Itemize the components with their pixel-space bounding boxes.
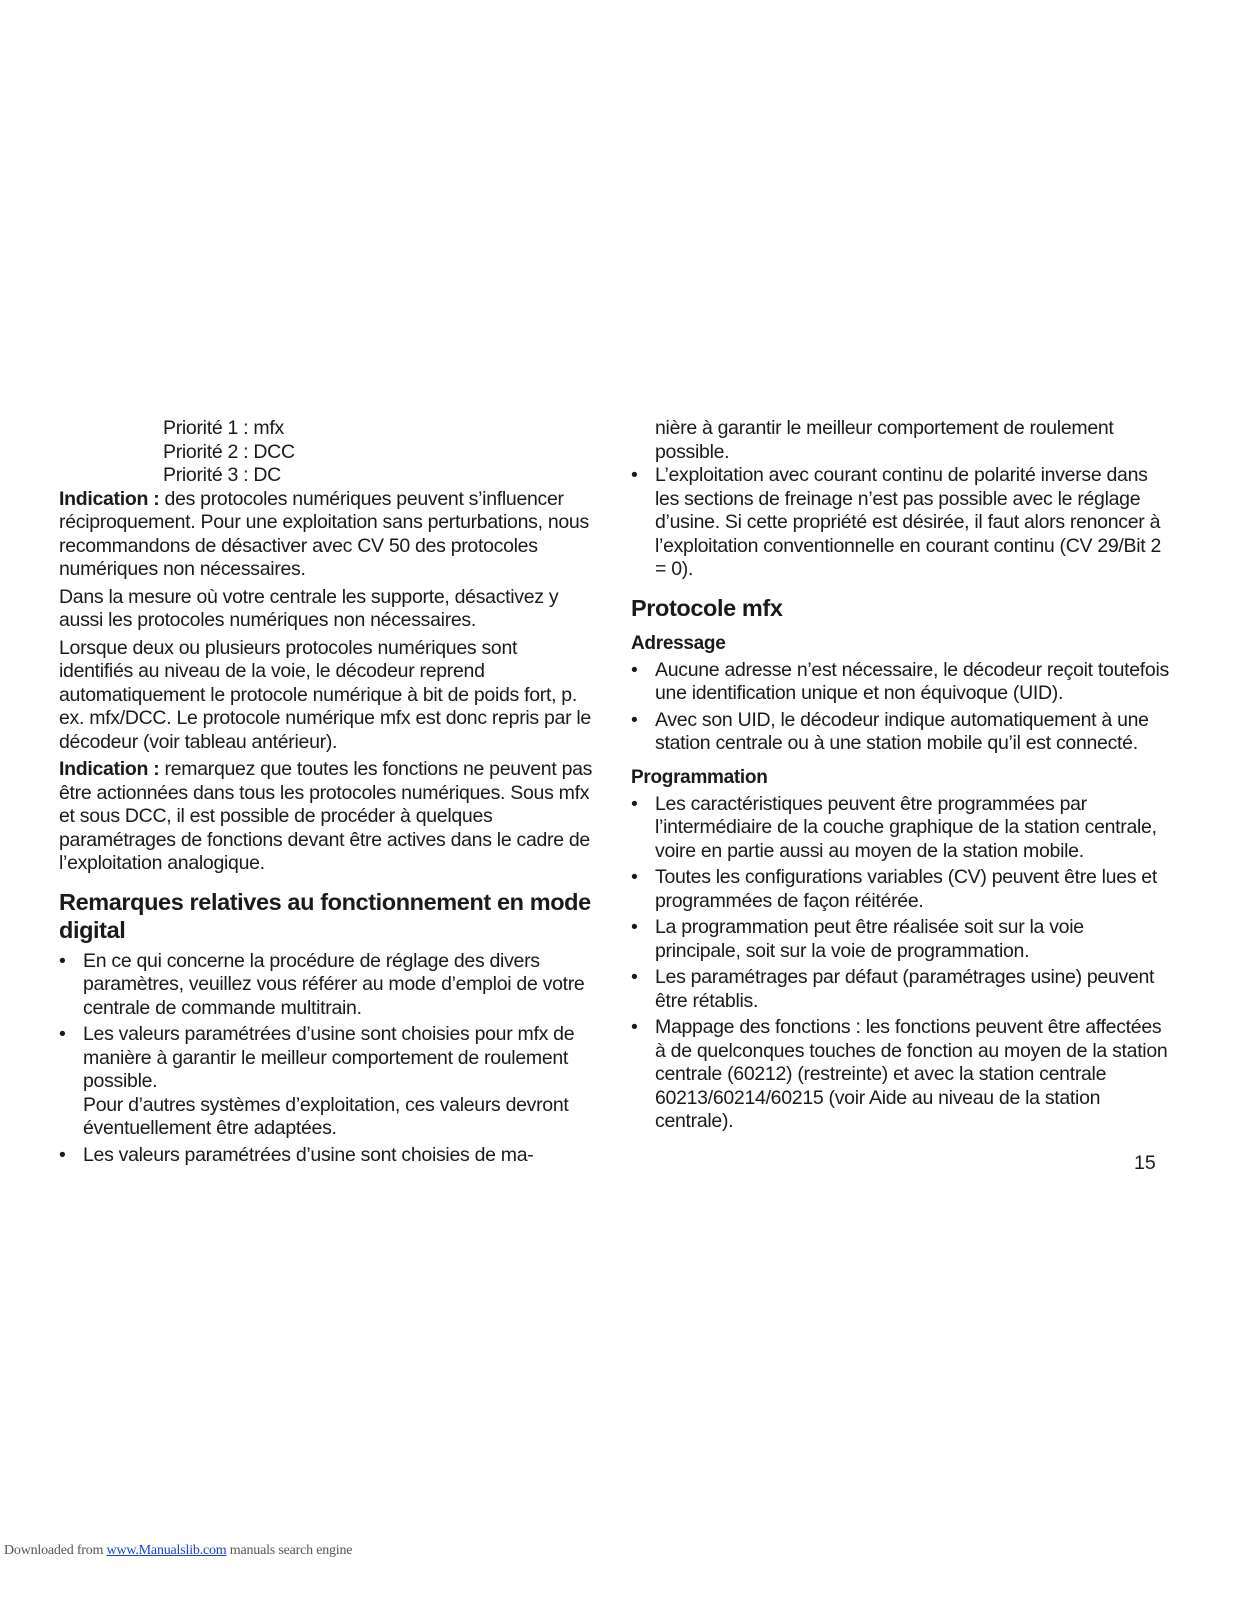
footer-suffix: manuals search engine (226, 1543, 353, 1558)
footer-prefix: Downloaded from (4, 1543, 107, 1558)
section-heading: Protocole mfx (631, 594, 783, 621)
priority-item: Priorité 1 : mfx (163, 417, 284, 439)
list-item: • La programmation peut être réalisée soit sur la voie principale, soit sur la voie de programmation. (631, 916, 1171, 963)
indication-paragraph (59, 758, 594, 876)
left-column (59, 417, 594, 1170)
body-paragraph: Lorsque deux ou plusieurs protocoles numériques sont identifiés au niveau de la voie, le décodeur reprend automatiquement le protocole numérique à bit de poids fort, p. ex. mfx/DCC. Le protocole numérique mfx est donc repris par le décodeur (voir tableau antérieur). (59, 636, 591, 753)
list-item: • Toutes les configurations variables (CV) peuvent être lues et programmées de façon réitérée. (631, 866, 1171, 913)
continued-text: nière à garantir le meilleur comportement de roulement possible. (655, 417, 1114, 463)
priority-list (163, 417, 594, 488)
priority-item: Priorité 2 : DCC (163, 440, 295, 463)
list-item (59, 1023, 594, 1141)
list-item-text: Les valeurs paramétrées d’usine sont choisies de ma- (83, 1143, 534, 1166)
list-item: • Aucune adresse n’est nécessaire, le décodeur reçoit toutefois une identification unique et non équivoque (UID). (631, 659, 1171, 706)
indication-text: des protocoles numériques peuvent s’influencer réciproquement. Pour une exploitation sans perturbations, nous recommandons de désactiver avec CV 50 des protocoles numériques non nécessaires. (59, 487, 589, 580)
manualslib-link[interactable]: www.Manualslib.com (106, 1543, 227, 1558)
list-item-text: En ce qui concerne la procédure de réglage des divers paramètres, veuillez vous référer au mode d’emploi de votre centrale de commande multitrain. (83, 949, 585, 1019)
list-item-subtext: Pour d’autres systèmes d’exploitation, ces valeurs devront éventuellement être adaptées. (83, 1093, 569, 1139)
priority-item: Priorité 3 : DC (163, 464, 281, 486)
digital-notes-list (59, 950, 594, 1168)
list-item: • L’exploitation avec courant continu de polarité inverse dans les sections de freinage n’est pas possible avec le réglage d’usine. Si cette propriété est désirée, il faut alors renoncer à l’exploitation conventionnelle en courant continu (CV 29/Bit 2 = 0). (631, 464, 1171, 582)
list-item-text: Les valeurs paramétrées d’usine sont choisies pour mfx de manière à garantir le meilleur comportement de roulement possible. (83, 1023, 575, 1092)
body-paragraph: Dans la mesure où votre centrale les supporte, désactivez y aussi les protocoles numériques non nécessaires. (59, 585, 559, 631)
subsection-heading: Programmation (631, 766, 768, 788)
indication-label: Indication : (59, 758, 160, 780)
list-item: • Les paramétrages par défaut (paramétrages usine) peuvent être rétablis. (631, 966, 1171, 1013)
section-heading: Remarques relatives au fonctionnement en mode digital (59, 888, 591, 943)
list-item (59, 950, 594, 1021)
list-item: • Avec son UID, le décodeur indique automatiquement à une station centrale ou à une station mobile qu’il est connecté. (631, 709, 1171, 756)
list-item (59, 1144, 594, 1168)
addressing-list (631, 659, 1171, 756)
indication-label: Indication : (59, 487, 160, 510)
list-item: • Mappage des fonctions : les fonctions peuvent être affectées à de quelconques touches de fonction au moyen de la station centrale (60212) (restreinte) et avec la station centrale 60213/60214/60215 (voir Aide au niveau de la station centrale). (631, 1016, 1171, 1134)
programming-list (631, 793, 1171, 1134)
download-footer (4, 1542, 352, 1560)
subsection-heading: Adressage (631, 632, 726, 654)
indication-paragraph (59, 488, 594, 582)
digital-notes-list-continued (631, 464, 1171, 582)
indication-text: remarquez que toutes les fonctions ne peuvent pas être actionnées dans tous les protocoles numériques. Sous mfx et sous DCC, il est possible de procéder à quelques paramétrages de fonctions devant être actives dans le cadre de l’exploitation analogique. (59, 758, 593, 874)
right-column (631, 417, 1171, 1137)
list-item: • Les caractéristiques peuvent être programmées par l’intermédiaire de la couche graphique de la station centrale, voire en partie aussi au moyen de la station mobile. (631, 793, 1171, 864)
page-number: 15 (1134, 1152, 1156, 1174)
